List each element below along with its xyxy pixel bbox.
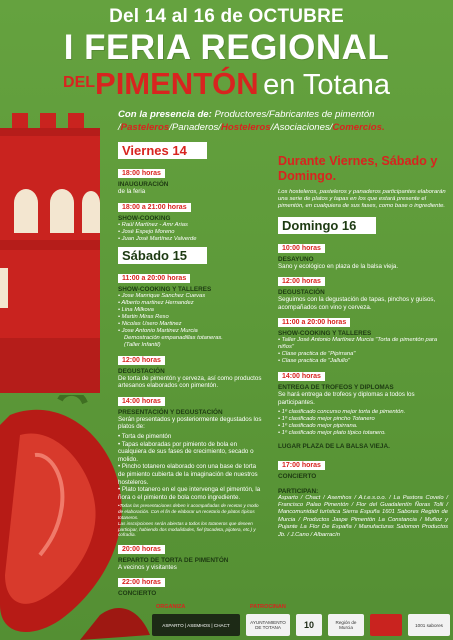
presence-item: Comercios.: [332, 122, 385, 133]
list-item: • José Espejo Moreno: [118, 228, 175, 235]
list-item: • Taller José Antonio Martínez Murcia "Torta de pimentón para niños": [278, 337, 438, 351]
event-title: DEGUSTACIÓN: [118, 367, 165, 375]
presence-item: Pasteleros: [120, 122, 170, 133]
title-place: en Totana: [263, 69, 390, 101]
program-left-column: [118, 140, 263, 597]
event-text: De torta de pimentón y cerveza, así como productos artesanos elaborados con pimentón.: [118, 374, 262, 390]
presence-item: Asociaciones: [273, 122, 330, 133]
presence-text: Con la presencia de: Productores/Fabricantes de pimentón /Pasteleros/Panaderos/Hosteleros/Asociaciones/Comercios.: [118, 109, 385, 133]
list-item: • Plato totanero en el que intervenga el pimentón, la ñora o el pimiento de bola como ingrediente.: [118, 486, 261, 501]
time-badge: 17:00 horas: [278, 461, 325, 470]
list-item: • Jose Manrique Sanchez Cuevas: [118, 292, 206, 299]
list-item: • Martin Miras Reso: [118, 313, 169, 320]
event-text: Se hará entrega de trofeos y diplomas a todos los participantes.: [278, 391, 415, 406]
day-heading-sunday: Domingo 16: [278, 217, 376, 234]
organizer-logo: ASPARTO | ASEMHOS | CHACT: [152, 614, 240, 636]
time-badge: 22:00 horas: [118, 578, 165, 587]
time-badge: 11:00 a 20:00 horas: [118, 274, 190, 283]
event-title: DESAYUNO: [278, 255, 314, 263]
list-item: • Clase practica de "Pipirrana": [278, 351, 356, 358]
event-text: Sano y ecológico en plaza de la balsa vieja.: [278, 262, 399, 270]
title-line-1: I FERIA REGIONAL: [63, 28, 390, 67]
list-item: (Taller Infantil): [124, 341, 161, 348]
shield-icon: [370, 614, 402, 636]
time-badge: 18:00 horas: [118, 169, 165, 178]
time-badge: 14:00 horas: [278, 372, 325, 381]
time-badge: 11:00 a 20:00 horas: [278, 318, 350, 327]
event-title: INAUGURACIÓN: [118, 181, 169, 188]
list-item: • 1º clasificado mejor pincho Totanero: [278, 415, 375, 422]
presence-item: Hosteleros: [220, 122, 271, 133]
event-title: SHOW-COOKING: [118, 214, 171, 222]
time-badge: 12:00 horas: [118, 356, 165, 365]
event-title: CONCIERTO: [118, 590, 157, 598]
program-right-column: [278, 150, 448, 539]
presence-item: Fabricantes de pimentón: [268, 109, 375, 120]
list-item: • Lina Milkova: [118, 306, 154, 313]
sponsor-footer: [150, 604, 453, 640]
event-dates: Del 14 al 16 de OCTUBRE: [109, 6, 344, 27]
event-title: SHOW-COOKING Y TALLERES: [118, 285, 212, 293]
time-badge: 14:00 horas: [118, 397, 165, 406]
time-badge: 10:00 horas: [278, 244, 325, 253]
event-text: Serán presentados y posteriormente degustados los platos de:: [118, 415, 262, 431]
title-pimenton: PIMENTÓN: [95, 66, 259, 101]
list-item: • Torta de pimentón: [118, 432, 172, 440]
note-text: Las inscripciones serán abiertas a todos los totaneros que deseen participar, habiendo dos modalidades, fiel (tocadeta, pijotera, etc.) y cofradía.: [118, 521, 256, 538]
time-badge: 12:00 horas: [278, 277, 325, 286]
patrocinan-label: PATROCINAN: [250, 604, 286, 610]
time-badge: 18:00 a 21:00 horas: [118, 203, 191, 212]
list-item: • Juan José Martínez Valverde: [118, 235, 197, 242]
castle-tower-illustration: [0, 108, 110, 408]
ayuntamiento-logo: AYUNTAMIENTO DE TOTANA: [246, 614, 290, 636]
event-title: SHOW-COOKING Y TALLERES: [278, 330, 372, 338]
presence-item: Panaderos: [171, 122, 219, 133]
list-item: • 1º clasificado mejor pipirrana.: [278, 422, 358, 429]
title-line-2: [0, 66, 453, 102]
list-item: Demostración empanadillas totaneras.: [124, 334, 223, 341]
presence-lead: Con la presencia de:: [118, 109, 212, 120]
event-title: ENTREGA DE TROFEOS Y DIPLOMAS: [278, 384, 394, 392]
list-item: • Pincho totanero elaborado con una base de torta de pimiento cubierta de la imaginación de nuestros hosteleros.: [118, 463, 258, 486]
organiza-label: ORGANIZA: [156, 604, 186, 610]
event-location: LUGAR PLAZA DE LA BALSA VIEJA.: [278, 442, 390, 450]
during-heading: Durante Viernes, Sábado y Domingo.: [278, 154, 438, 183]
list-item: • Raúl Martínez - Amr Arias: [118, 221, 188, 228]
title-del: DEL: [63, 74, 96, 91]
presence-item: Productores: [214, 109, 267, 120]
during-text: Los hosteleros, pasteleros y panaderos participantes elaborarán una serie de platos y tapas en los que estará presente el pimentón, en cualquiera de sus fases, como base o ingrediente.: [278, 189, 446, 210]
note-text: •Todas las presentaciones deben ir acompañadas de recetas y modo de elaboración. Con el fin de elaborar un recetario de platos típicos totaneros.: [118, 503, 259, 520]
1001-sabores-logo: 1001 sabores: [408, 614, 450, 636]
list-item: • 1º clasificado mejor plato típico totanero.: [278, 429, 386, 436]
event-text: Seguimos con la degustación de tapas, pinchos y guisos, acompañados con vino y cerveza.: [278, 296, 436, 311]
event-title: CONCIERTO: [278, 472, 317, 480]
list-item: • Nicolas Usero Martinez: [118, 320, 182, 327]
list-item: • Alberto martinez Hernandez: [118, 299, 194, 306]
day-heading-saturday: Sábado 15: [118, 247, 207, 264]
event-title: PRESENTACIÓN Y DEGUSTACIÓN: [118, 408, 223, 416]
list-item: • Jose Antonio Martinez Murcia: [118, 327, 198, 334]
participants-title: PARTICIPAN:: [278, 487, 319, 495]
event-title: REPARTO DE TORTA DE PIMENTÓN: [118, 556, 229, 564]
anniversary-logo: 10: [296, 614, 322, 636]
list-item: • 1º clasificado concurso mejor torta de pimentón.: [278, 408, 406, 415]
list-item: • Clase practica de "Jallullo": [278, 358, 350, 365]
time-badge: 20:00 horas: [118, 545, 165, 554]
participants-list: Asparto / Chact / Asemhos / A.t.e.s.o.o. / La Pastora Covelo / Francisco Palao Pimentón / Flor del Guadalentín Ñoras Tolli / Mancomunidad turística Sierra Espuña 1601 Sabores Región de Murcia / Productos Jaspe Pimentón La Constancia / Muñoz y Pujante La Flor De España / Manufacturas Salomon Productos Jb. / J.Cano / Albarracín: [278, 494, 448, 538]
region-murcia-logo: Región de Murcia: [328, 614, 364, 636]
event-text: de la feria: [118, 188, 146, 195]
event-text: A vecinos y visitantes: [118, 563, 177, 571]
list-item: • Tapas elaboradas por pimiento de bola en cualquiera de sus fases de crecimiento, secado o molido.: [118, 440, 254, 463]
event-title: DEGUSTACIÓN: [278, 289, 325, 297]
day-heading-friday: Viernes 14: [118, 142, 207, 159]
